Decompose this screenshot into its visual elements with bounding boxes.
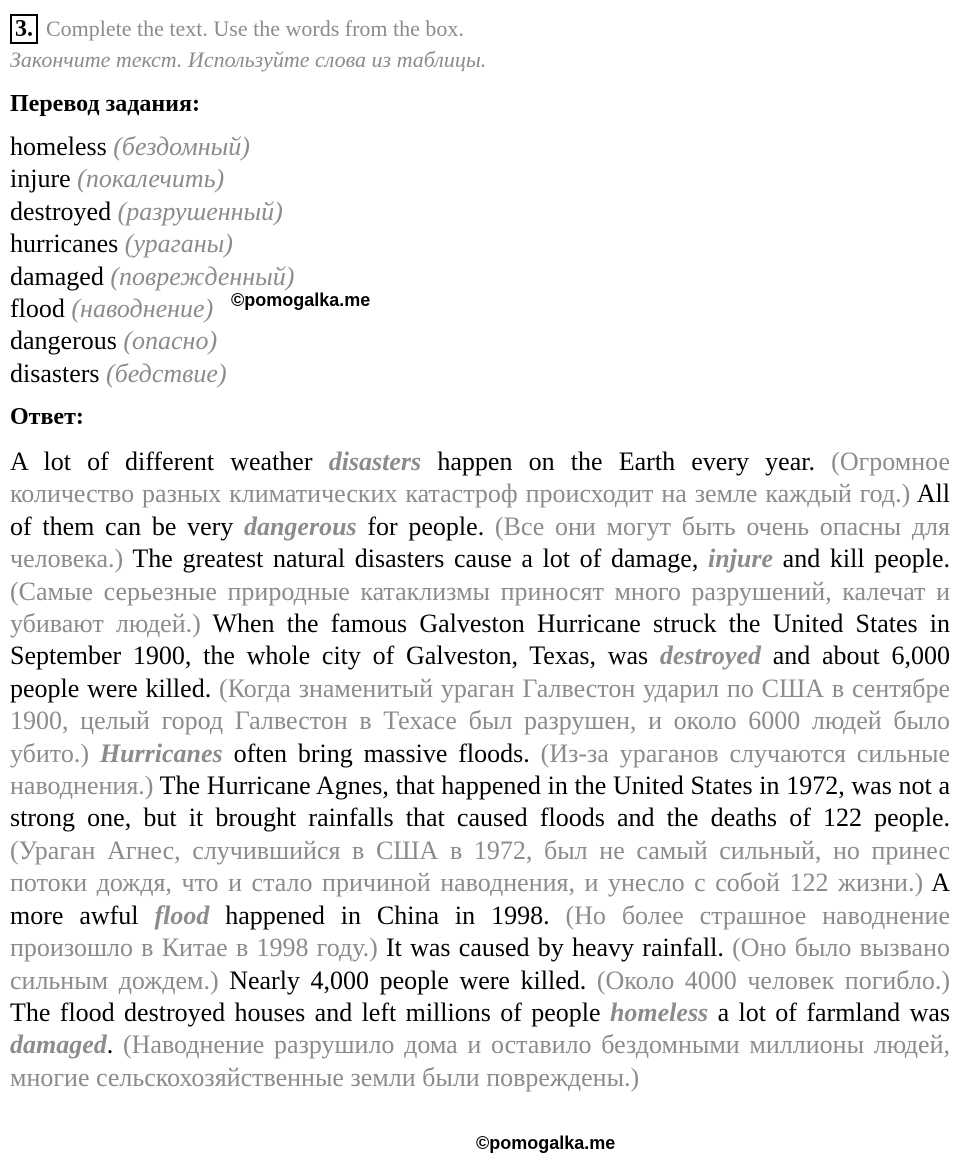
word-ru: (наводнение) — [71, 294, 214, 324]
watermark: ©pomogalka.me — [231, 290, 371, 310]
answer-ru: (Около 4000 человек погибло.) — [596, 965, 950, 995]
word-ru: (бедствие) — [106, 358, 227, 388]
answer-en: for people. — [356, 511, 495, 541]
word-en: flood — [10, 294, 72, 324]
word-ru: (поврежденный) — [110, 261, 295, 291]
word-ru: (разрушенный) — [117, 196, 283, 226]
answer-ru: (Но более страшное наводнение произошло в Китае в 1998 году.) — [10, 900, 950, 963]
answer-en: and about 6,000 people were killed. — [10, 641, 950, 703]
word-en: injure — [10, 164, 71, 194]
answer-en: and kill people. — [773, 544, 951, 574]
answer-en: The flood destroyed houses and left millions of people — [10, 997, 610, 1027]
task-instruction-en: Complete the text. Use the words from the box. — [46, 16, 464, 41]
word-en: destroyed — [10, 196, 112, 226]
answer-en: happen on the Earth every year. — [421, 447, 832, 476]
word-en: homeless — [10, 132, 107, 161]
answer-ru: (Оно было вызвано сильным дождем.) — [10, 933, 951, 995]
answer-ru: (Наводнение разрушило дома и оставило бездомными миллионы людей, многие сельскохозяйственные земли были повреждены.) — [10, 1030, 950, 1092]
answer-en: Nearly 4,000 people were killed. — [218, 965, 597, 995]
word-item — [10, 325, 294, 357]
answer-keyword: flood — [154, 900, 210, 930]
word-item — [10, 196, 294, 228]
answer-en: When the famous Galveston Hurricane struck the United States in September 1900, the whole city of Galveston, Texas, was — [10, 609, 950, 671]
task-instruction-ru: Закончите текст. Используйте слова из таблицы. — [10, 47, 487, 72]
answer-en: The greatest natural disasters cause a lot of damage, — [123, 544, 708, 574]
word-ru: (покалечить) — [77, 164, 225, 194]
answer-ru: (Огромное количество разных климатических катастроф происходит на земле каждый год.) — [10, 447, 950, 509]
answer-ru: (Ураган Агнес, случившийся в США в 1972, был не самый сильный, но принес потоки дождя, что и стало причиной наводнения, и унесло с собой 122 жизни.) — [10, 835, 950, 898]
answer-keyword: damaged — [10, 1030, 107, 1060]
answer-en: . — [106, 1030, 123, 1060]
answer-keyword: Hurricanes — [99, 738, 223, 768]
word-ru: (бездомный) — [113, 132, 250, 161]
answer-keyword: destroyed — [659, 641, 761, 671]
answer-en: All of them can be very — [10, 479, 950, 541]
task-number: 3. — [10, 14, 38, 44]
answer-keyword: dangerous — [243, 511, 357, 541]
answer-keyword: injure — [708, 544, 774, 574]
answer-en: happened in China in 1998. — [209, 900, 566, 930]
answer-heading: Ответ: — [10, 404, 84, 430]
word-list — [10, 131, 294, 390]
answer-en: The Hurricane Agnes, that happened in the United States in 1972, was not a strong one, but it brought rainfalls that caused floods and the deaths of 122 people. — [10, 771, 950, 833]
watermark: ©pomogalka.me — [476, 1133, 616, 1153]
answer-ru: (Из-за ураганов случаются сильные наводнения.) — [10, 738, 950, 801]
answer-ru: (Самые серьезные природные катаклизмы приносят много разрушений, калечат и убивают людей.) — [10, 576, 950, 639]
answer-ru: (Все они могут быть очень опасны для человека.) — [10, 511, 950, 574]
answer-keyword: disasters — [328, 447, 422, 476]
answer-text — [10, 446, 950, 1094]
word-en: damaged — [10, 261, 104, 291]
task-instruction — [10, 14, 464, 44]
answer-keyword: homeless — [609, 997, 709, 1027]
answer-en: A lot of different weather — [10, 447, 329, 476]
translation-heading: Перевод задания: — [10, 91, 200, 117]
answer-en: A more awful — [10, 868, 951, 930]
word-item — [10, 163, 294, 195]
word-en: disasters — [10, 358, 100, 388]
answer-ru: (Когда знаменитый ураган Галвестон ударил по США в сентябре 1900, целый город Галвестон в Техасе был разрушен, и около 6000 людей было убито.) — [10, 673, 950, 768]
answer-en: often bring massive floods. — [222, 738, 541, 768]
answer-en: It was caused by heavy rainfall. — [377, 933, 733, 963]
word-item — [10, 131, 294, 163]
word-item — [10, 228, 294, 260]
word-ru: (ураганы) — [124, 229, 233, 259]
word-item — [10, 358, 294, 390]
word-en: hurricanes — [10, 229, 119, 259]
answer-en: a lot of farmland was — [708, 997, 950, 1027]
word-ru: (опасно) — [123, 326, 218, 356]
word-item — [10, 261, 294, 293]
word-en: dangerous — [10, 326, 117, 356]
